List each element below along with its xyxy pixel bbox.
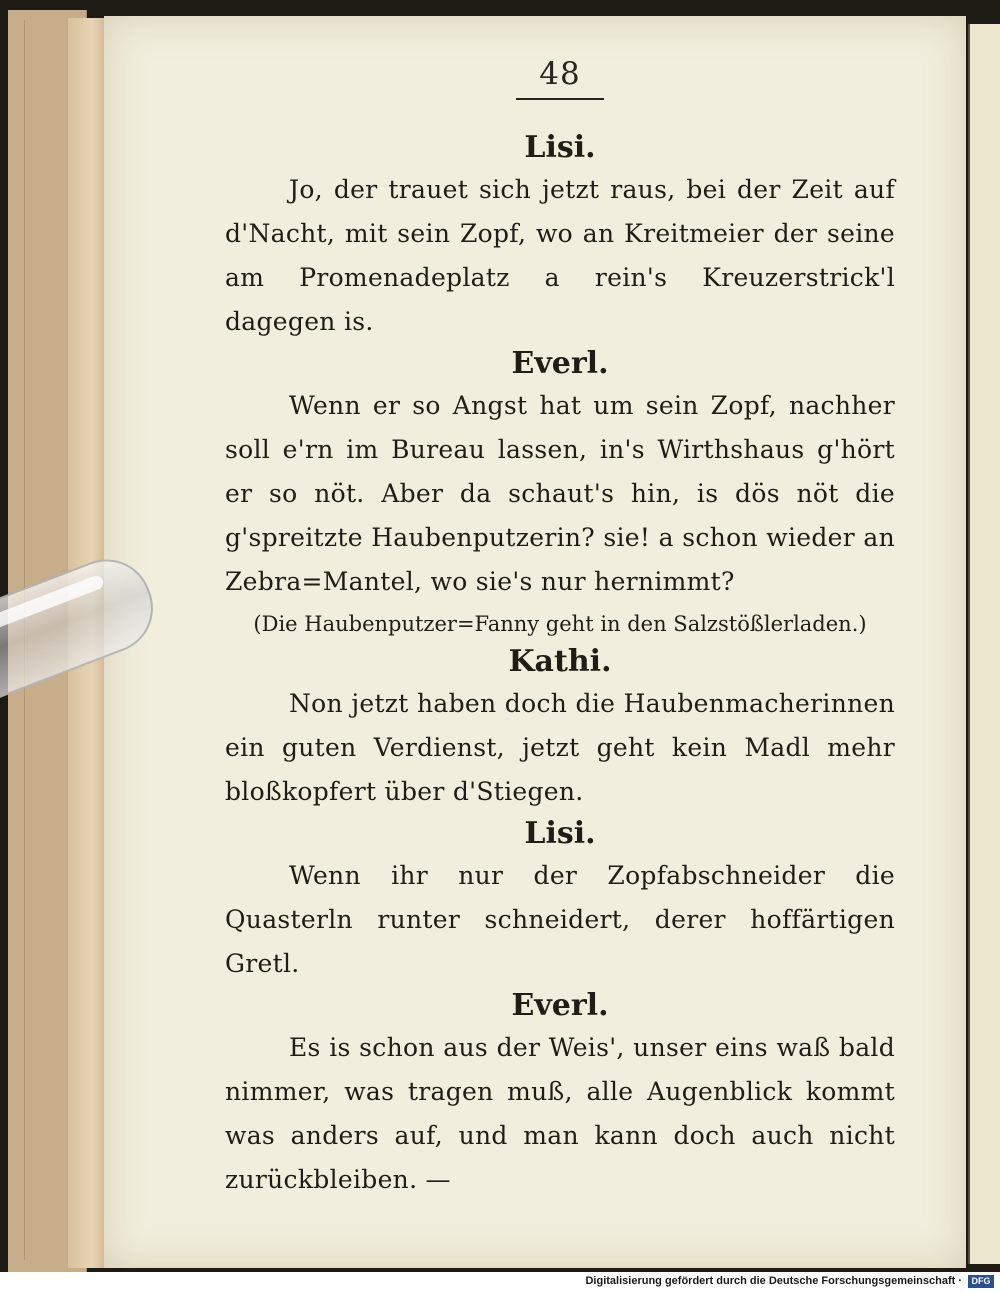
speaker-name: Lisi.: [524, 130, 596, 165]
stage-direction: (Die Haubenputzer=Fanny geht in den Salzstößlerladen.): [253, 612, 867, 636]
dfg-logo: DFG: [968, 1275, 994, 1288]
speaker-name: Lisi.: [524, 816, 596, 851]
dialogue-paragraph: Wenn er so Angst hat um sein Zopf, nachher soll e'rn im Bureau lassen, in's Wirthshaus g'hört er so nöt. Aber da schaut's hin, is dös nöt die g'spreitzte Haubenputzerin? sie! a schon wieder an Zebra=Mantel, wo sie's nur hernimmt?: [225, 391, 895, 596]
speaker-name: Everl.: [511, 988, 609, 1023]
facing-page-edge: [968, 24, 1000, 1264]
dialogue-paragraph: Jo, der trauet sich jetzt raus, bei der Zeit auf d'Nacht, mit sein Zopf, wo an Kreitmeier der seine am Promenadeplatz a rein's Kreuzerstrick'l dagegen is.: [225, 175, 895, 336]
speaker-name: Kathi.: [508, 644, 612, 679]
page-number: 48: [539, 56, 581, 92]
dialogue-paragraph: Es is schon aus der Weis', unser eins waß bald nimmer, was tragen muß, alle Augenblick kommt was anders auf, und man kann doch auch nicht zurückbleiben. —: [225, 1033, 895, 1194]
speaker-name: Everl.: [511, 346, 609, 381]
dialogue-paragraph: Wenn ihr nur der Zopfabschneider die Quasterln runter schneidert, derer hoffärtigen Gretl.: [225, 861, 895, 978]
page-number-rule: [516, 98, 604, 100]
dialogue-paragraph: Non jetzt haben doch die Haubenmacherinnen ein guten Verdienst, jetzt geht kein Madl mehr bloßkopfert über d'Stiegen.: [225, 689, 895, 806]
play-text: [225, 128, 895, 1202]
digitization-credit: Digitalisierung gefördert durch die Deutsche Forschungsgemeinschaft ·: [585, 1275, 962, 1287]
